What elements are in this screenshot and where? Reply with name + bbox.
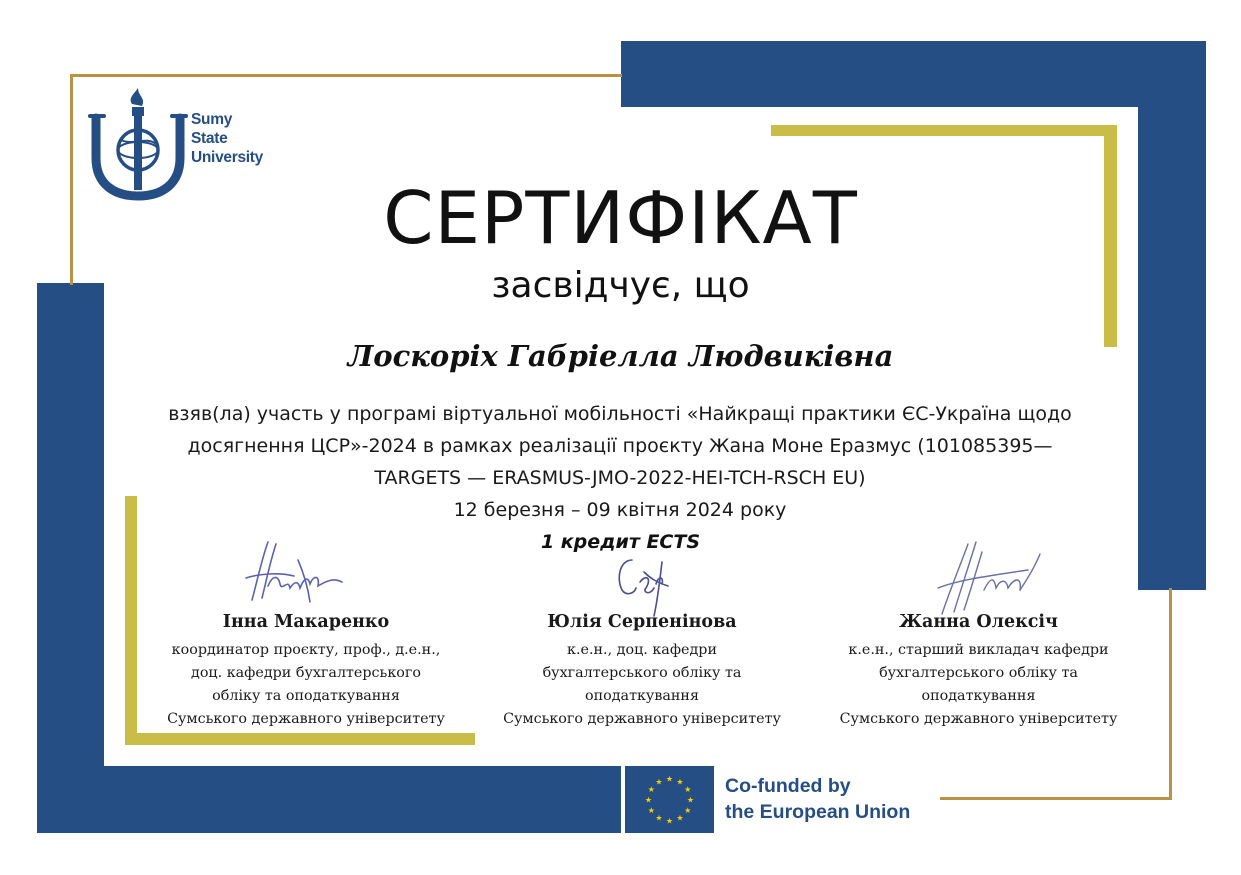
- signer-role-line: обліку та оподаткування: [212, 688, 400, 704]
- description-line: TARGETS — ERASMUS-JMO-2022-HEI-TCH-RSCH EU): [374, 467, 866, 489]
- signer-role-line: к.е.н., доц. кафедри: [567, 642, 717, 658]
- signature-1-icon: [238, 538, 350, 608]
- eu-cofunded-text: Co-funded by the European Union: [725, 775, 911, 823]
- description-line: 12 березня – 09 квітня 2024 року: [453, 499, 787, 521]
- eu-star: ★: [676, 813, 684, 823]
- blue-frame-top-bar: [621, 41, 1206, 107]
- eu-star: ★: [647, 806, 655, 815]
- eu-star: ★: [655, 813, 663, 823]
- signer-role-line: бухгалтерського обліку та: [542, 665, 742, 681]
- signer-name: Інна Макаренко: [222, 612, 390, 632]
- eu-cofunded-badge: [625, 766, 938, 833]
- signer-role-line: оподаткування: [585, 688, 699, 704]
- signer-role-line: доц. кафедри бухгалтерського: [191, 665, 421, 681]
- eu-star: ★: [686, 795, 695, 805]
- description-line: взяв(ла) участь у програмі віртуальної мобільності «Найкращі практики ЄС-Україна щодо: [168, 403, 1072, 425]
- university-name: Sumy State University: [191, 111, 263, 166]
- eu-star: ★: [665, 774, 674, 784]
- signature-3-icon: [928, 538, 1046, 620]
- eu-star: ★: [665, 816, 674, 826]
- signer-role-line: оподаткування: [921, 688, 1036, 704]
- eu-flag-icon: [625, 766, 714, 833]
- signer-name: Жанна Олексіч: [899, 612, 1058, 632]
- olive-frame-bottom-bar: [125, 733, 475, 745]
- eu-star: ★: [655, 777, 663, 787]
- credits-label: 1 кредит ECTS: [540, 531, 701, 553]
- eu-star: ★: [684, 806, 692, 815]
- signer-role-line: к.е.н., старший викладач кафедри: [848, 642, 1109, 658]
- signer-role-line: Сумського державного університету: [167, 711, 445, 727]
- recipient-name: Лоскоріх Габріелла Людвиківна: [347, 339, 894, 373]
- description-line: досягнення ЦСР»-2024 в рамках реалізації проєкту Жана Моне Еразмус (101085395—: [187, 435, 1053, 457]
- eu-star: ★: [684, 785, 692, 794]
- eu-star: ★: [676, 777, 684, 787]
- eu-star: ★: [647, 785, 655, 794]
- signer-role-line: бухгалтерського обліку та: [879, 665, 1078, 681]
- blue-frame-right-bar: [1138, 41, 1206, 590]
- signer-block-3: [816, 609, 1141, 731]
- signer-role-line: Сумського державного університету: [503, 711, 781, 727]
- olive-frame-top-bar: [771, 125, 1117, 136]
- eu-star: ★: [644, 795, 653, 805]
- signer-role-line: Сумського державного університету: [839, 711, 1118, 727]
- certificate-description: [140, 398, 1100, 526]
- signer-name: Юлія Серпенінова: [547, 612, 737, 632]
- signer-block-2: [480, 609, 804, 731]
- certificate-subtitle: засвідчує, що: [491, 265, 750, 306]
- blue-frame-bottom-bar: [37, 766, 621, 833]
- signer-role-line: координатор проєкту, проф., д.е.н.,: [171, 642, 441, 658]
- certificate-title: СЕРТИФІКАТ: [383, 176, 858, 260]
- signer-block-1: [140, 609, 472, 731]
